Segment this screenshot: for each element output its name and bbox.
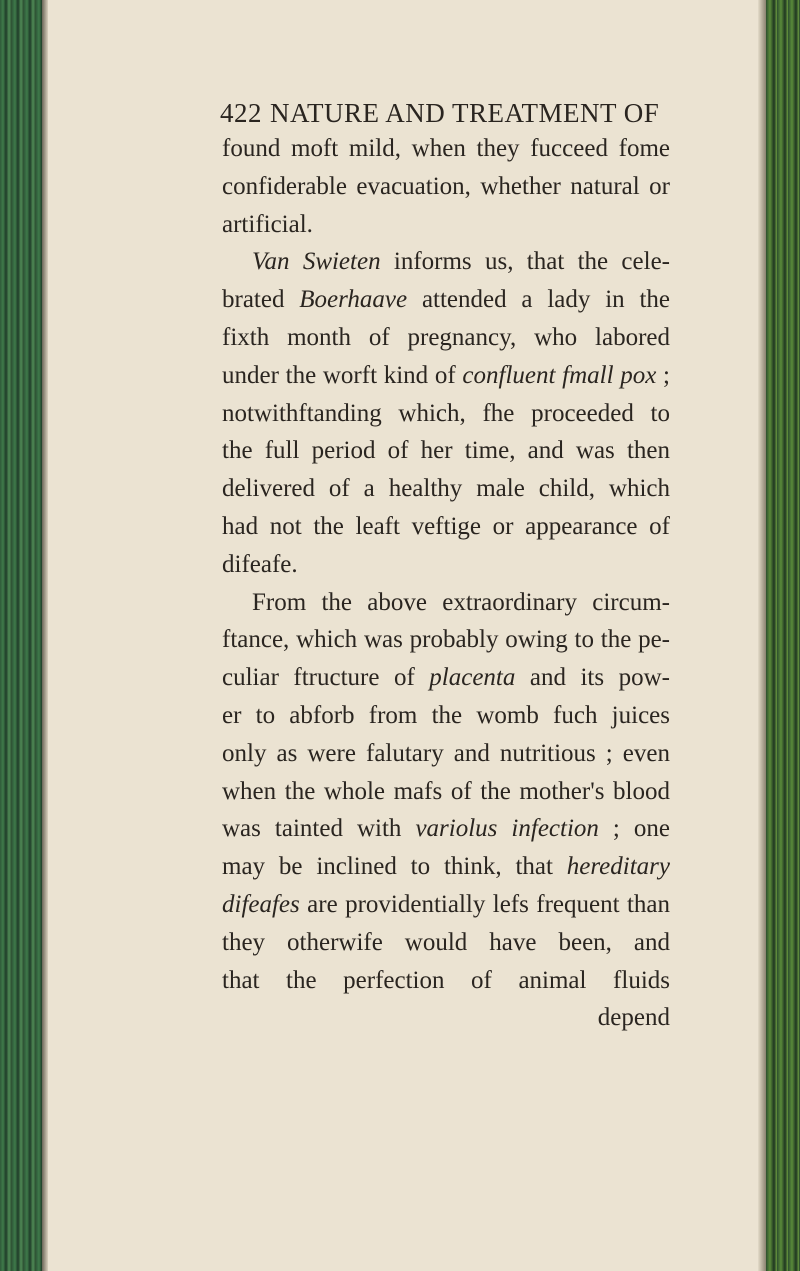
person-name: Boerhaave — [299, 286, 408, 314]
text-line: may be inclined to think, that hereditary — [222, 853, 670, 881]
italic-term: confluent fmall pox — [462, 361, 657, 389]
text-line: had not the leaft veftige or appearance of — [222, 512, 670, 540]
right-binding — [766, 0, 800, 1271]
text-line: only as were falutary and nutritious ; even — [222, 739, 670, 767]
text-line: difeafe. — [222, 550, 298, 578]
running-head — [220, 98, 659, 129]
text-line: they otherwife would have been, and — [222, 928, 670, 956]
text-line: under the worft kind of confluent fmall pox ; — [222, 361, 670, 389]
text-line: brated Boerhaave attended a lady in the — [222, 286, 670, 314]
text-line: found moft mild, when they fucceed fome — [222, 135, 670, 162]
page-number: 422 — [220, 98, 262, 128]
text-line: delivered of a healthy male child, which — [222, 475, 670, 503]
text-line: when the whole mafs of the mother's blood — [222, 777, 670, 805]
text-line: ftance, which was probably owing to the pe- — [222, 626, 670, 654]
text-line: that the perfection of animal fluids — [222, 966, 670, 994]
italic-term: difeafes — [222, 890, 300, 918]
book-page — [48, 0, 758, 1271]
left-binding — [0, 0, 42, 1271]
text-line: culiar ftructure of placenta and its pow- — [222, 664, 670, 692]
text-line: fixth month of pregnancy, who labored — [222, 323, 670, 351]
catchword: depend — [597, 1004, 670, 1032]
text-line: Van Swieten informs us, that the cele- — [252, 248, 670, 276]
italic-term: hereditary — [566, 853, 670, 881]
italic-term: variolus infection — [415, 815, 599, 843]
text-line: artificial. — [222, 210, 313, 238]
right-page-edge — [758, 0, 766, 1271]
text-line: From the above extraordinary circum- — [252, 588, 670, 616]
text-line: notwithftanding which, fhe proceeded to — [222, 399, 670, 427]
person-name: Van Swieten — [252, 248, 381, 276]
italic-term: placenta — [429, 664, 516, 692]
text-line: was tainted with variolus infection ; one — [222, 815, 671, 843]
text-line: the full period of her time, and was then — [222, 437, 670, 465]
text-line: confiderable evacuation, whether natural or — [222, 172, 670, 200]
text-line: er to abforb from the womb fuch juices — [222, 701, 670, 729]
body-text — [222, 130, 670, 1037]
running-title: NATURE AND TREATMENT OF — [270, 98, 660, 128]
text-line: difeafes are providentially lefs frequent than — [222, 890, 670, 918]
